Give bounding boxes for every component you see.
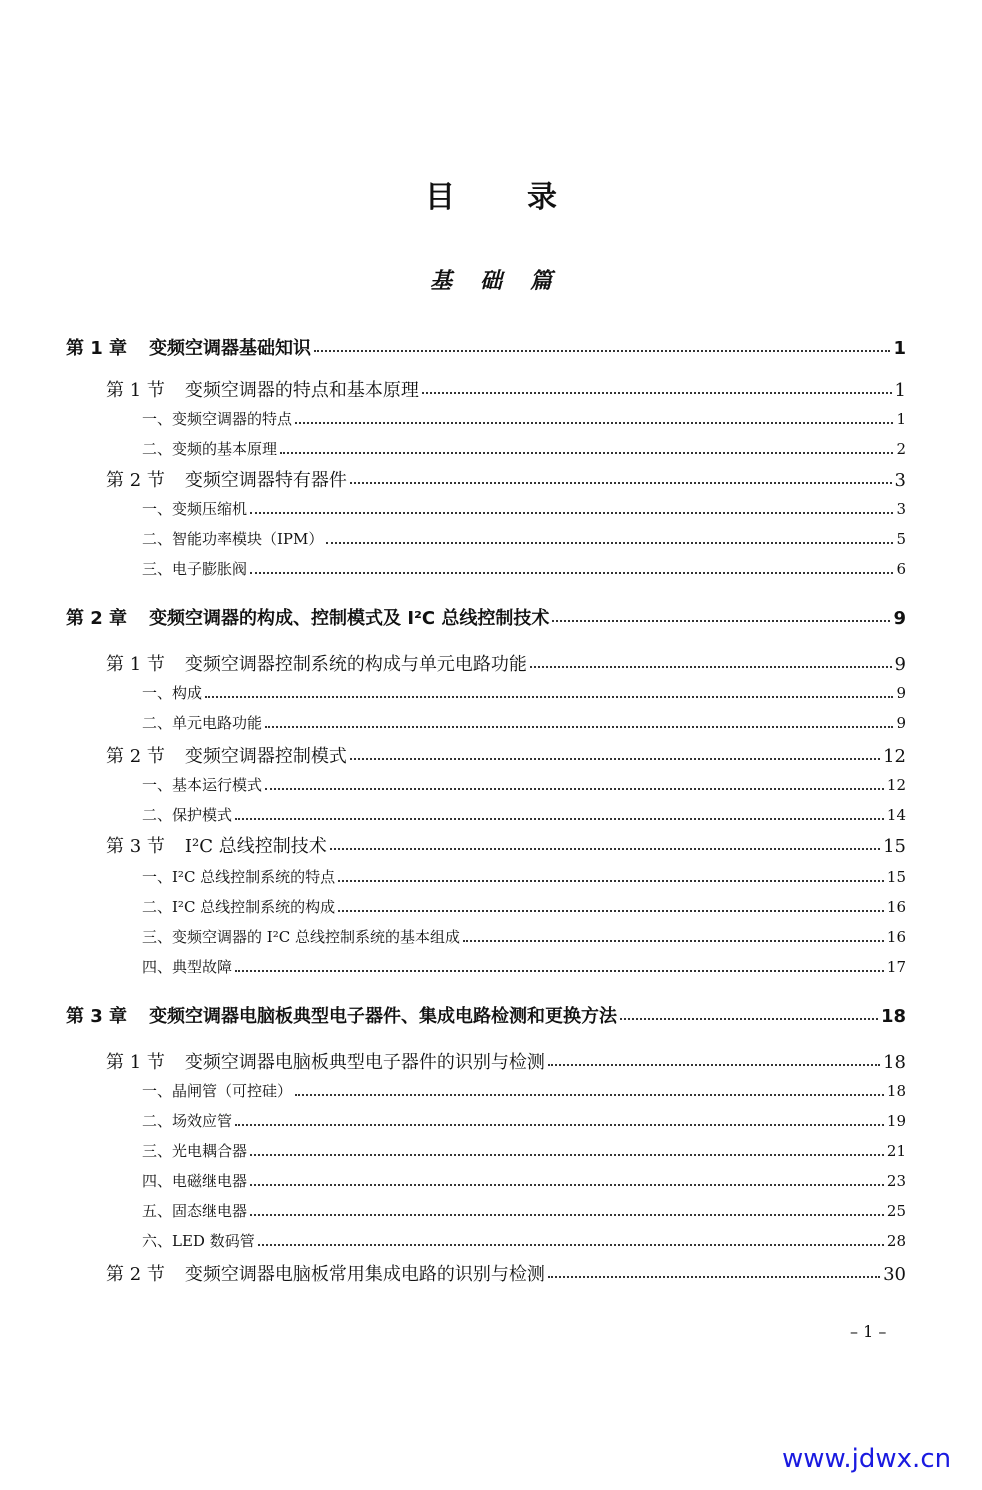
dot-leader xyxy=(235,970,884,972)
toc-item-row xyxy=(142,926,906,947)
dot-leader xyxy=(250,512,893,514)
title-char-1: 目 xyxy=(425,180,455,215)
toc-entry-number: 第 1 节 xyxy=(106,1052,165,1073)
toc-item-row xyxy=(142,774,906,795)
dot-leader xyxy=(326,542,893,544)
toc-entry-title: 二、单元电路功能 xyxy=(142,714,263,732)
toc-entry-label xyxy=(106,376,419,402)
toc-chapter-row xyxy=(66,1002,906,1028)
toc-entry-title: 二、智能功率模块（IPM） xyxy=(142,530,324,548)
page-number: – 1 – xyxy=(850,1322,887,1341)
dot-leader xyxy=(548,1276,880,1278)
dot-leader xyxy=(350,758,880,760)
toc-entry-label xyxy=(142,558,247,579)
dot-leader xyxy=(258,1244,884,1246)
toc-page-number: 9 xyxy=(893,608,906,629)
toc-entry-label xyxy=(106,650,527,676)
toc-entry-label xyxy=(142,408,292,429)
dot-leader xyxy=(422,392,892,394)
part-char-1: 基 xyxy=(429,268,452,294)
dot-leader xyxy=(235,818,884,820)
toc-section-row xyxy=(106,832,906,858)
toc-page-number: 9 xyxy=(896,714,906,732)
toc-entry-number: 第 3 章 xyxy=(66,1006,128,1027)
dot-leader xyxy=(205,696,893,698)
toc-entry-title: 变频空调器控制模式 xyxy=(184,746,347,767)
toc-entry-title: 变频空调器电脑板常用集成电路的识别与检测 xyxy=(184,1264,545,1285)
dot-leader xyxy=(250,1214,884,1216)
toc-entry-title: 四、电磁继电器 xyxy=(142,1172,248,1190)
toc-entry-title: 变频空调器电脑板典型电子器件的识别与检测 xyxy=(184,1052,545,1073)
toc-page-number: 3 xyxy=(896,500,906,518)
toc-entry-title: 二、I²C 总线控制系统的构成 xyxy=(142,898,336,916)
toc-entry-label xyxy=(142,682,202,703)
dot-leader xyxy=(250,1154,884,1156)
dot-leader xyxy=(338,910,884,912)
toc-entry-number: 第 2 节 xyxy=(106,1264,165,1285)
toc-entry-label xyxy=(142,896,335,917)
toc-entry-title: 变频空调器的构成、控制模式及 I²C 总线控制技术 xyxy=(149,608,550,629)
toc-item-row xyxy=(142,804,906,825)
toc-item-row xyxy=(142,558,906,579)
toc-entry-label xyxy=(142,1230,255,1251)
toc-entry-number: 第 2 节 xyxy=(106,746,165,767)
toc-entry-label xyxy=(142,1200,247,1221)
toc-entry-title: 三、光电耦合器 xyxy=(142,1142,248,1160)
toc-entry-number: 第 1 节 xyxy=(106,654,165,675)
toc-page-number: 6 xyxy=(896,560,906,578)
toc-chapter-row xyxy=(66,334,906,360)
toc-item-row xyxy=(142,1230,906,1251)
toc-entry-title: 三、变频空调器的 I²C 总线控制系统的基本组成 xyxy=(142,928,460,946)
toc-entry-label xyxy=(142,712,262,733)
toc-page-number: 16 xyxy=(886,928,906,946)
toc-entry-title: 变频空调器控制系统的构成与单元电路功能 xyxy=(184,654,527,675)
toc-page-number: 30 xyxy=(883,1264,906,1285)
toc-page-number: 2 xyxy=(896,440,906,458)
toc-page-number: 25 xyxy=(886,1202,906,1220)
dot-leader xyxy=(314,350,890,352)
toc-entry-label xyxy=(142,926,460,947)
toc-entry-title: 变频空调器基础知识 xyxy=(149,338,312,359)
toc-page-number: 9 xyxy=(894,654,906,675)
dot-leader xyxy=(280,452,893,454)
toc-entry-label xyxy=(142,1140,247,1161)
toc-item-row xyxy=(142,498,906,519)
toc-item-row xyxy=(142,896,906,917)
toc-entry-label xyxy=(106,742,347,768)
toc-entry-label xyxy=(106,832,327,858)
toc-entry-title: 变频空调器特有器件 xyxy=(184,470,347,491)
toc-entry-title: 一、构成 xyxy=(142,684,203,702)
dot-leader xyxy=(295,1094,884,1096)
toc-page-number: 18 xyxy=(883,1052,906,1073)
toc-section-row xyxy=(106,650,906,676)
toc-item-row xyxy=(142,712,906,733)
toc-entry-label xyxy=(142,498,247,519)
toc-chapter-row xyxy=(66,604,906,630)
toc-section-row xyxy=(106,1260,906,1286)
toc-item-row xyxy=(142,528,906,549)
toc-entry-title: 二、变频的基本原理 xyxy=(142,440,278,458)
toc-entry-title: 五、固态继电器 xyxy=(142,1202,248,1220)
toc-entry-number: 第 2 节 xyxy=(106,470,165,491)
toc-entry-label xyxy=(142,1080,292,1101)
toc-page-number: 21 xyxy=(886,1142,906,1160)
toc-entry-number: 第 1 章 xyxy=(66,338,128,359)
toc-entry-label xyxy=(142,866,335,887)
toc-section-row xyxy=(106,742,906,768)
dot-leader xyxy=(265,788,884,790)
toc-page-number: 19 xyxy=(886,1112,906,1130)
toc-item-row xyxy=(142,408,906,429)
toc-item-row xyxy=(142,682,906,703)
toc-entry-title: 二、场效应管 xyxy=(142,1112,233,1130)
toc-entry-title: 六、LED 数码管 xyxy=(142,1232,255,1250)
dot-leader xyxy=(548,1064,880,1066)
dot-leader xyxy=(295,422,893,424)
toc-page-number: 12 xyxy=(883,746,906,767)
toc-entry-label xyxy=(142,1170,247,1191)
dot-leader xyxy=(338,880,884,882)
toc-item-row xyxy=(142,1140,906,1161)
part-char-3: 篇 xyxy=(530,268,553,294)
toc-entry-title: 一、变频压缩机 xyxy=(142,500,248,518)
toc-item-row xyxy=(142,1170,906,1191)
toc-entry-title: 一、变频空调器的特点 xyxy=(142,410,293,428)
toc-section-row xyxy=(106,376,906,402)
toc-page-number: 15 xyxy=(883,836,906,857)
toc-page-number: 1 xyxy=(893,338,906,359)
toc-page-number: 14 xyxy=(886,806,906,824)
part-char-2: 础 xyxy=(479,268,502,294)
toc-entry-label xyxy=(106,1048,545,1074)
toc-item-row xyxy=(142,1080,906,1101)
toc-page-number: 12 xyxy=(886,776,906,794)
toc-entry-label xyxy=(142,774,262,795)
watermark: www.jdwx.cn xyxy=(782,1444,952,1474)
toc-page-number: 15 xyxy=(886,868,906,886)
toc-entry-title: 一、晶闸管（可控硅） xyxy=(142,1082,293,1100)
toc-entry-number: 第 3 节 xyxy=(106,836,165,857)
dot-leader xyxy=(530,666,892,668)
toc-entry-label xyxy=(142,1110,232,1131)
toc-entry-title: 一、I²C 总线控制系统的特点 xyxy=(142,868,336,886)
dot-leader xyxy=(350,482,892,484)
dot-leader xyxy=(250,1184,884,1186)
toc-entry-label xyxy=(142,804,232,825)
toc-page-number: 18 xyxy=(880,1006,906,1027)
toc-item-row xyxy=(142,956,906,977)
dot-leader xyxy=(552,620,890,622)
toc-entry-label xyxy=(142,956,232,977)
toc-section-row xyxy=(106,466,906,492)
toc-page-number: 9 xyxy=(896,684,906,702)
toc-entry-label xyxy=(66,1002,617,1028)
toc-entry-title: 四、典型故障 xyxy=(142,958,233,976)
toc-item-row xyxy=(142,1200,906,1221)
page-title xyxy=(0,172,982,216)
toc-page-number: 3 xyxy=(894,470,906,491)
toc-page-number: 1 xyxy=(896,410,906,428)
toc-page-number: 23 xyxy=(886,1172,906,1190)
toc-page-number: 18 xyxy=(886,1082,906,1100)
toc-entry-number: 第 2 章 xyxy=(66,608,128,629)
toc-item-row xyxy=(142,1110,906,1131)
dot-leader xyxy=(235,1124,884,1126)
toc-entry-label xyxy=(66,334,311,360)
toc-entry-title: 一、基本运行模式 xyxy=(142,776,263,794)
toc-item-row xyxy=(142,438,906,459)
toc-entry-title: I²C 总线控制技术 xyxy=(184,836,327,857)
toc-entry-label xyxy=(142,528,323,549)
toc-entry-label xyxy=(142,438,277,459)
dot-leader xyxy=(265,726,893,728)
toc-entry-label xyxy=(106,1260,545,1286)
part-heading xyxy=(0,264,982,295)
toc-entry-title: 三、电子膨胀阀 xyxy=(142,560,248,578)
dot-leader xyxy=(620,1018,878,1020)
toc-section-row xyxy=(106,1048,906,1074)
toc-entry-title: 变频空调器电脑板典型电子器件、集成电路检测和更换方法 xyxy=(149,1006,618,1027)
toc-page-number: 5 xyxy=(896,530,906,548)
toc-page-number: 1 xyxy=(894,380,906,401)
toc-page-number: 16 xyxy=(886,898,906,916)
dot-leader xyxy=(330,848,880,850)
toc-entry-number: 第 1 节 xyxy=(106,380,165,401)
dot-leader xyxy=(250,572,893,574)
toc-entry-title: 变频空调器的特点和基本原理 xyxy=(184,380,419,401)
toc-page-number: 17 xyxy=(886,958,906,976)
toc-item-row xyxy=(142,866,906,887)
toc-entry-label xyxy=(106,466,347,492)
dot-leader xyxy=(463,940,884,942)
title-char-2: 录 xyxy=(527,180,557,215)
toc-page-number: 28 xyxy=(886,1232,906,1250)
toc-entry-label xyxy=(66,604,549,630)
toc-entry-title: 二、保护模式 xyxy=(142,806,233,824)
